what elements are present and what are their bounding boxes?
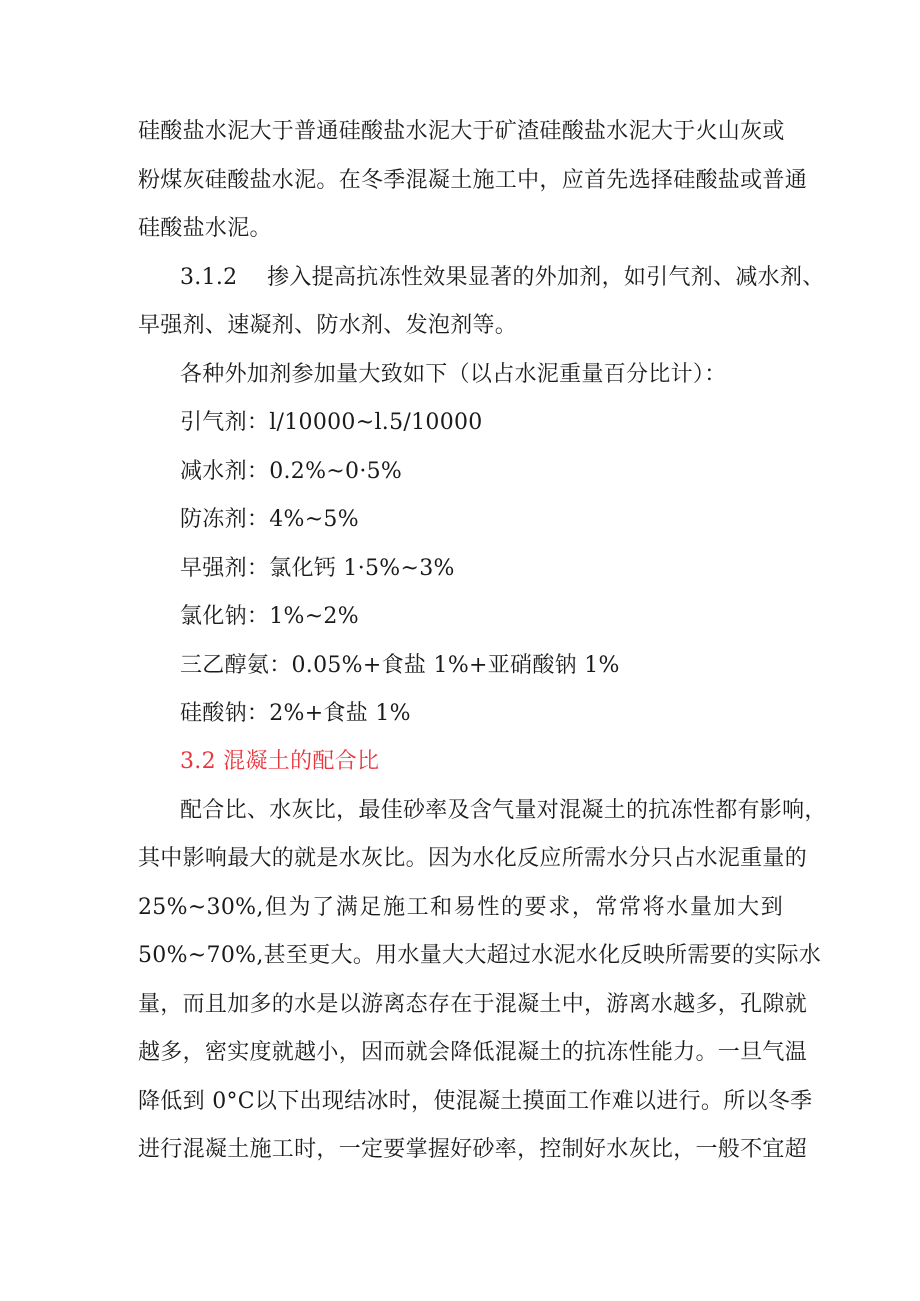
paragraph-line: 进行混凝土施工时，一定要掌握好砂率，控制好水灰比，一般不宜超 bbox=[138, 1137, 808, 1162]
list-item: 硅酸钠：2%+食盐 1% bbox=[180, 701, 411, 726]
paragraph-line: 越多，密实度就越小，因而就会降低混凝土的抗冻性能力。一旦气温 bbox=[138, 1040, 808, 1065]
paragraph-line: 25%~30%,但为了满足施工和易性的要求，常常将水量加大到 bbox=[138, 895, 783, 920]
paragraph-line: 3.1.2 掺入提高抗冻性效果显著的外加剂，如引气剂、减水剂、 bbox=[180, 265, 825, 290]
paragraph-line: 50%~70%,甚至更大。用水量大大超过水泥水化反映所需要的实际水 bbox=[138, 943, 822, 968]
section-heading: 3.2 混凝土的配合比 bbox=[180, 749, 380, 774]
paragraph-line: 量，而且加多的水是以游离态存在于混凝土中，游离水越多，孔隙就 bbox=[138, 992, 808, 1017]
list-item: 引气剂：l/10000~l.5/10000 bbox=[180, 410, 483, 435]
paragraph-line: 各种外加剂参加量大致如下（以占水泥重量百分比计）： bbox=[180, 362, 727, 387]
list-item: 减水剂：0.2%~0·5% bbox=[180, 459, 403, 484]
paragraph-line: 硅酸盐水泥。 bbox=[138, 216, 272, 241]
paragraph-line: 配合比、水灰比，最佳砂率及含气量对混凝土的抗冻性都有影响， bbox=[180, 798, 827, 823]
paragraph-line: 粉煤灰硅酸盐水泥。在冬季混凝土施工中，应首先选择硅酸盐或普通 bbox=[138, 168, 808, 193]
paragraph-line: 早强剂、速凝剂、防水剂、发泡剂等。 bbox=[138, 313, 518, 338]
paragraph-line: 其中影响最大的就是水灰比。因为水化反应所需水分只占水泥重量的 bbox=[138, 846, 808, 871]
paragraph-line: 硅酸盐水泥大于普通硅酸盐水泥大于矿渣硅酸盐水泥大于火山灰或 bbox=[138, 119, 785, 144]
paragraph-line: 降低到 0°C以下出现结冰时，使混凝土摸面工作难以进行。所以冬季 bbox=[138, 1089, 813, 1114]
list-item: 氯化钠：1%~2% bbox=[180, 604, 359, 629]
list-item: 三乙醇氨：0.05%+食盐 1%+亚硝酸钠 1% bbox=[180, 653, 620, 678]
list-item: 防冻剂：4%~5% bbox=[180, 507, 359, 532]
list-item: 早强剂：氯化钙 1·5%~3% bbox=[180, 556, 455, 581]
